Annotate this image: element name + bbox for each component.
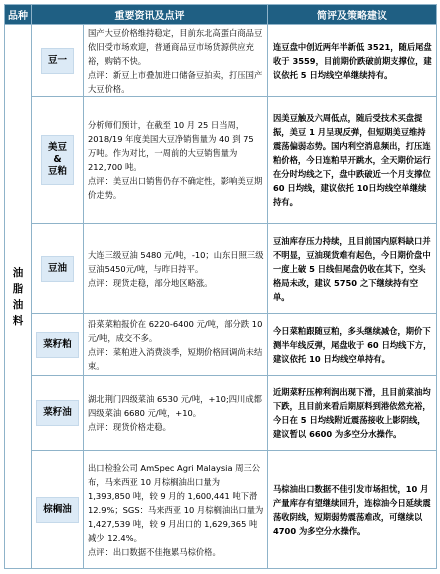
variety-cell bbox=[32, 97, 84, 224]
table-row bbox=[5, 451, 437, 569]
variety-label: 美豆 & 豆粕 bbox=[41, 135, 74, 185]
variety-label: 菜籽油 bbox=[36, 400, 79, 426]
variety-label: 豆油 bbox=[41, 256, 74, 282]
variety-cell bbox=[32, 25, 84, 97]
category-char: 油 bbox=[12, 298, 24, 311]
strategy-cell: 连豆盘中创近两年半新低 3521，随后尾盘收于 3559，目前期价跌破前期支撑位，建议依托 5 日均线空单继续持有。 bbox=[268, 25, 437, 97]
category-char: 料 bbox=[12, 314, 24, 327]
category-cell bbox=[5, 25, 32, 569]
table-row bbox=[5, 314, 437, 376]
strategy-cell: 马棕油出口数据不佳引发市场担忧，10 月产量库存有望继续回升，连棕油今日延续震荡收阴线，短期弱势震荡难改，可继续以 4700 为多空分水操作。 bbox=[268, 451, 437, 569]
news-cell: 分析师们预计，在截至 10 月 25 日当周，2018/19 年度美国大豆净销售量为 40 到 75 万吨。作为对比，一周前的大豆销售量为 212,700 吨。 点评：美豆出口销售仍存不确定性，影响美豆期价走势。 bbox=[84, 97, 268, 224]
news-cell: 大连三级豆油 5480 元/吨，-10；山东日照三级豆油5450元/吨，与昨日持平。 点评：现货走稳，部分地区略涨。 bbox=[84, 224, 268, 314]
news-cell: 沿菜菜粕报价在 6220-6400 元/吨，部分跌 10 元/吨，成交不多。 点评：菜粕进入消费淡季，短期价格回调尚未结束。 bbox=[84, 314, 268, 376]
variety-cell bbox=[32, 314, 84, 376]
variety-cell bbox=[32, 224, 84, 314]
news-cell: 湖北荆门四级菜油 6530 元/吨，+10;四川成都四级菜油 6680 元/吨，+10。 点评：现货价格走稳。 bbox=[84, 376, 268, 451]
variety-label: 豆一 bbox=[41, 48, 74, 74]
news-cell: 出口检验公司 AmSpec Agri Malaysia 周三公布，马来西亚 10 月棕榈油出口量为 1,393,850 吨，较 9 月的 1,600,441 吨下滑 12.9%；SGS：马来西亚 10 月棕榈油出口量为 1,427,539 吨，较 9 月出口的 1,629,365 吨减少 12.4%。 点评：出口数据不佳拖累马棕价格。 bbox=[84, 451, 268, 569]
strategy-cell: 豆油库存压力持续，且目前国内原料缺口并不明显，豆油现货难有起色，今日期价盘中一度上破 5 日线但尾盘仍收在其下，空头格局未改，建议 5750 之下继续持有空单。 bbox=[268, 224, 437, 314]
table-row bbox=[5, 376, 437, 451]
commodity-report-table bbox=[4, 4, 437, 569]
table-row bbox=[5, 25, 437, 97]
news-cell: 国产大豆价格维持稳定，目前东北高蛋白商品豆依旧受市场欢迎，普通商品豆市场货源供应充裕，购销不快。 点评：新豆上市叠加进口储备豆拍卖，打压国产大豆价格。 bbox=[84, 25, 268, 97]
variety-cell bbox=[32, 451, 84, 569]
header-category: 品种 bbox=[5, 5, 32, 25]
strategy-cell: 因美豆触及六周低点，随后受技术买盘提振，美豆 1 月呈现反弹，但短期美豆维持震荡偏弱态势。国内利空消息频出，打压连粕价格，今日连粕早开跳水，全天期价运行在分时均线之下，盘中跌破近一个月支撑位 60 日均线，建议依托 10日均线空单继续持有。 bbox=[268, 97, 437, 224]
header-strategy: 简评及策略建议 bbox=[268, 5, 437, 25]
category-char: 油 bbox=[12, 266, 24, 279]
category-char: 脂 bbox=[12, 282, 24, 295]
table-row bbox=[5, 97, 437, 224]
table-row bbox=[5, 224, 437, 314]
variety-label: 菜籽粕 bbox=[36, 332, 79, 358]
strategy-cell: 今日菜粕跟随豆粕，多头继续减仓，期价下测半年线反弹，尾盘收于 60 日均线下方，建议依托 10 日均线空单持有。 bbox=[268, 314, 437, 376]
header-news: 重要资讯及点评 bbox=[32, 5, 268, 25]
variety-label: 棕榈油 bbox=[36, 497, 79, 523]
strategy-cell: 近期菜籽压榨利润出现下滑，且目前菜油均下跌，且目前来看后期原料到港依然充裕，今日在 5 日均线附近震荡接收上影阴线，建议暂以 6600 为多空分水操作。 bbox=[268, 376, 437, 451]
table-header-row bbox=[5, 5, 437, 25]
variety-cell bbox=[32, 376, 84, 451]
commodity-report-table-wrapper bbox=[4, 4, 436, 570]
